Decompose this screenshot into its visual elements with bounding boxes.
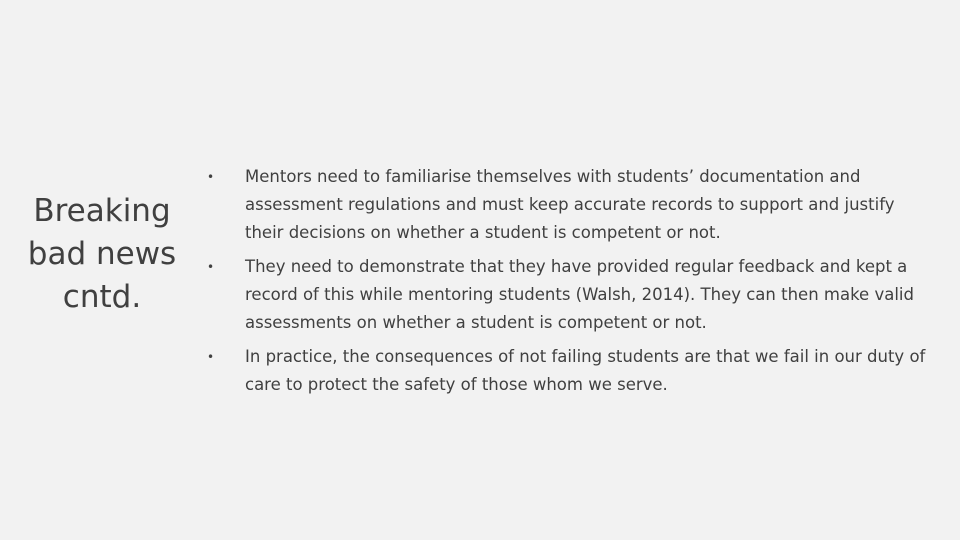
bullet-icon: •	[207, 260, 215, 274]
list-item	[200, 253, 930, 337]
bullet-text: Mentors need to familiarise themselves with students’ documentation and assessment regulations and must keep accurate records to support and justify their decisions on whether a student is competent or not.	[245, 167, 895, 242]
bullet-text: In practice, the consequences of not failing students are that we fail in our duty of care to protect the safety of those whom we serve.	[245, 347, 926, 394]
bullet-list	[200, 163, 930, 405]
bullet-text: They need to demonstrate that they have provided regular feedback and kept a record of this while mentoring students (Walsh, 2014). They can then make valid assessments on whether a student is competent or not.	[245, 257, 914, 332]
slide-title: Breaking bad news cntd.	[27, 193, 177, 315]
bullet-icon: •	[207, 170, 215, 184]
list-item	[200, 163, 930, 247]
list-item	[200, 343, 930, 399]
bullet-icon: •	[207, 350, 215, 364]
